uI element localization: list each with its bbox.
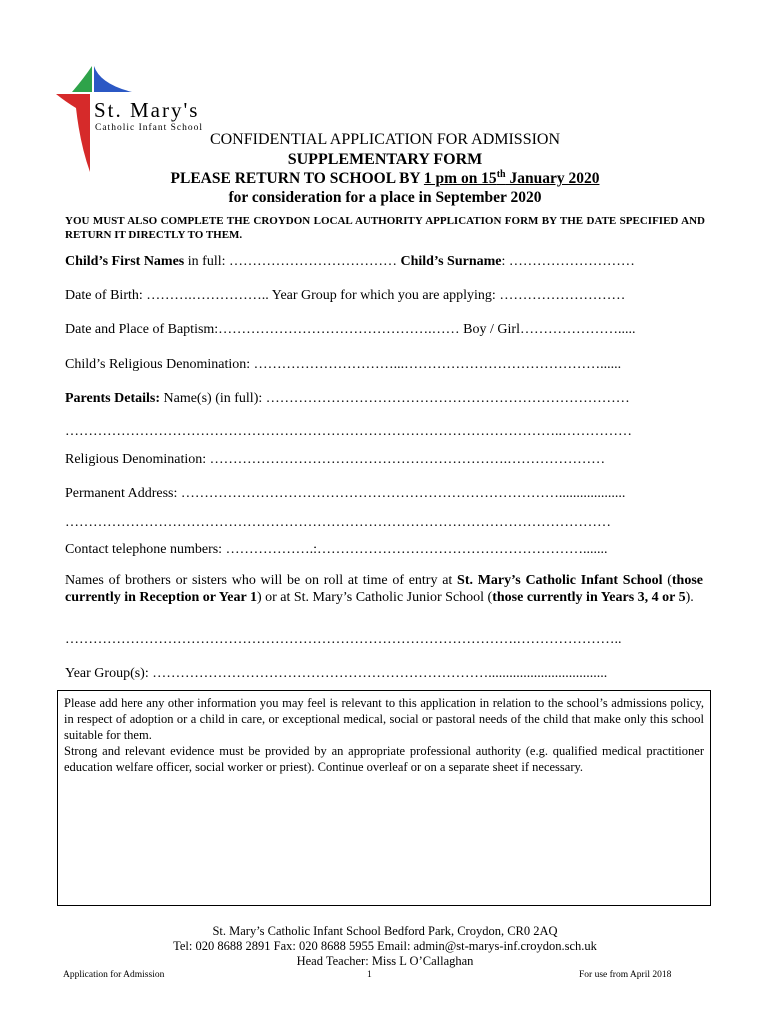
consideration-note: for consideration for a place in September 2020 xyxy=(228,189,542,206)
return-prefix: PLEASE RETURN TO SCHOOL BY xyxy=(170,170,424,187)
logo-school-subtitle: Catholic Infant School xyxy=(95,123,204,133)
parents-details-label: Parents Details: xyxy=(65,391,160,406)
first-names-input[interactable]: in full: ……………………………… xyxy=(184,254,401,269)
page-number: 1 xyxy=(367,970,372,980)
siblings-end: ). xyxy=(685,590,694,605)
siblings-input[interactable]: …………………………………………………………………………………….………………….. xyxy=(65,632,622,647)
dob-year-group-field[interactable]: Date of Birth: ……….…………….. Year Group for which you are applying: ……………………… xyxy=(65,288,626,303)
additional-information-text xyxy=(64,695,704,775)
address-continuation[interactable]: ……………………………………………………………………………………………………… xyxy=(65,515,611,530)
siblings-junior: ) or at St. Mary’s Catholic Junior School ( xyxy=(256,590,493,605)
return-time: 1 pm on 15 xyxy=(423,170,497,187)
parents-names-input[interactable]: Name(s) (in full): …………………………………………………………………… xyxy=(160,391,630,406)
return-deadline-date xyxy=(424,170,600,187)
child-religious-denomination-field[interactable]: Child’s Religious Denomination: …………………………...……………………………………...... xyxy=(65,357,622,372)
footer-address: St. Mary’s Catholic Infant School Bedford Park, Croydon, CR0 2AQ xyxy=(212,924,558,938)
logo-school-name: St. Mary's xyxy=(94,98,200,122)
return-sup: th xyxy=(496,168,506,180)
siblings-question xyxy=(65,572,703,606)
siblings-reception: those currently in Reception or Year 1 xyxy=(65,573,704,605)
form-title: CONFIDENTIAL APPLICATION FOR ADMISSION xyxy=(209,131,561,148)
additional-information-box[interactable] xyxy=(57,690,711,906)
siblings-school: St. Mary’s Catholic Infant School xyxy=(457,573,663,588)
permanent-address-field[interactable]: Permanent Address: ………………………………………………………………………................... xyxy=(65,486,626,501)
return-deadline xyxy=(0,170,770,188)
footer-head-teacher: Head Teacher: Miss L O’Callaghan xyxy=(296,954,474,968)
year-groups-field[interactable]: Year Group(s): ……………………………………………………………….................................. xyxy=(65,666,608,681)
religious-denomination-field[interactable]: Religious Denomination: ……………………………………………………….………………… xyxy=(65,452,606,467)
parents-details-continuation[interactable]: ……………………………………………………………………………………………..…………… xyxy=(65,424,632,439)
return-date: January 2020 xyxy=(505,170,600,187)
contact-telephone-field[interactable]: Contact telephone numbers: ……………….:…………………………………………………....... xyxy=(65,542,608,557)
siblings-text: Names of brothers or sisters who will be on roll at time of entry at xyxy=(65,573,458,588)
first-names-label: Child’s First Names xyxy=(65,254,185,269)
child-names-field[interactable] xyxy=(65,253,701,271)
surname-label: Child’s Surname xyxy=(400,254,502,269)
baptism-gender-field[interactable]: Date and Place of Baptism:……………………………………….…… Boy / Girl…………………..... xyxy=(65,322,636,337)
croydon-warning: YOU MUST ALSO COMPLETE THE CROYDON LOCAL AUTHORITY APPLICATION FORM BY THE DATE SPECIFIED AND RETURN IT DIRECTLY TO THEM. xyxy=(65,215,705,241)
siblings-years: those currently in Years 3, 4 or 5 xyxy=(492,590,686,605)
form-subtitle: SUPPLEMENTARY FORM xyxy=(287,151,483,168)
siblings-paren: ( xyxy=(667,573,672,588)
info-paragraph-2: Strong and relevant evidence must be provided by an appropriate professional authority (e.g. qualified medical practitioner education welfare officer, social worker or priest). Continue overleaf or on a separate sheet if necessary. xyxy=(64,744,704,774)
surname-input[interactable]: : ……………………… xyxy=(501,254,635,269)
info-paragraph-1: Please add here any other information you may feel is relevant to this application in relation to the school’s admissions policy, in respect of adoption or a child in care, or exceptional medical, social or pastoral needs of the child that make only this school suitable for them. xyxy=(64,696,704,742)
footer-document-name: Application for Admission xyxy=(63,970,165,980)
footer-version: For use from April 2018 xyxy=(579,970,672,980)
parents-details-field[interactable] xyxy=(65,390,701,408)
footer-contact: Tel: 020 8688 2891 Fax: 020 8688 5955 Email: admin@st-marys-inf.croydon.sch.uk xyxy=(173,939,597,953)
